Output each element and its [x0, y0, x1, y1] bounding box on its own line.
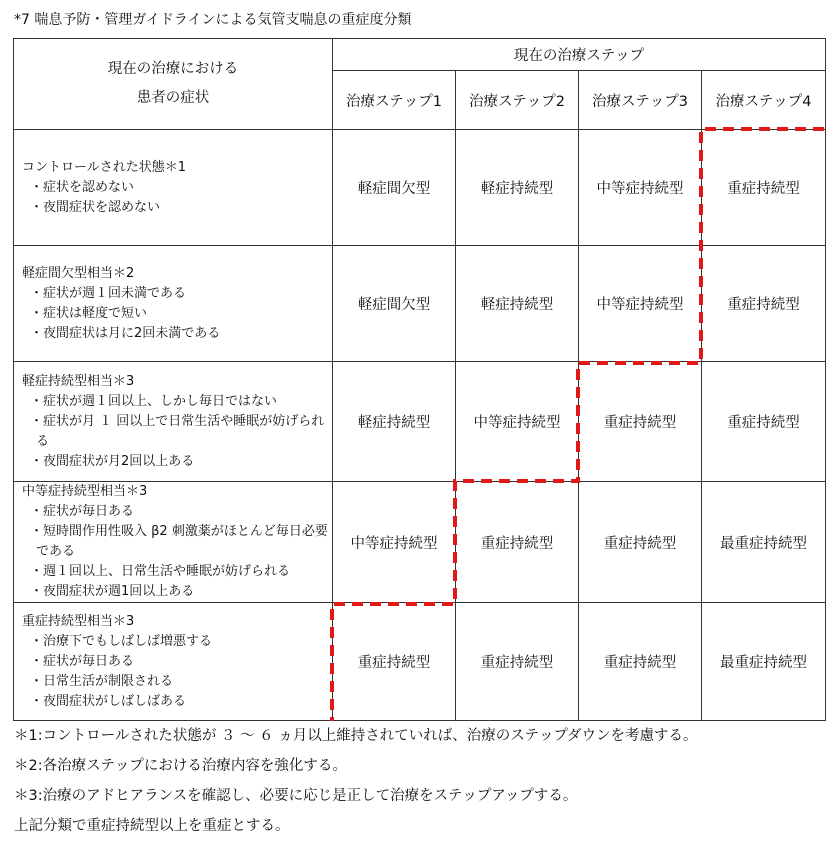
symptom-item: ・治療下でもしばしば増悪する	[30, 633, 213, 649]
symptom-item: ・症状が週１回以上、しかし毎日ではない	[30, 393, 278, 409]
step-header-2: 治療ステップ2	[456, 71, 579, 130]
symptom-cell	[14, 246, 333, 362]
symptom-title: 軽症持続型相当＊3	[22, 373, 135, 389]
symptom-item: ・症状が月 １ 回以上で日常生活や睡眠が妨げられる	[30, 413, 325, 449]
severity-cell: 中等症持続型	[579, 130, 702, 246]
symptom-item: ・症状が毎日ある	[30, 504, 135, 519]
symptom-title: 重症持続型相当＊3	[22, 613, 135, 629]
step-header-1: 治療ステップ1	[333, 71, 456, 130]
severity-cell: 重症持続型	[702, 246, 826, 362]
step-header-4: 治療ステップ4	[702, 71, 826, 130]
symptom-column-header	[14, 39, 333, 130]
table-row	[14, 482, 826, 603]
severity-cell: 中等症持続型	[579, 246, 702, 362]
severity-cell: 重症持続型	[579, 482, 702, 603]
header-row-group	[14, 39, 826, 71]
table-row	[14, 362, 826, 482]
symptom-header-line1: 現在の治療における	[107, 61, 239, 77]
severity-cell: 軽症間欠型	[333, 246, 456, 362]
severity-cell: 重症持続型	[702, 362, 826, 482]
footnote-1: ＊1:コントロールされた状態が ３ ～ ６ ヵ月以上維持されていれば、治療のステップダウンを考慮する。	[14, 728, 698, 744]
symptom-item: ・症状は軽度で短い	[30, 305, 148, 321]
severity-cell: 中等症持続型	[333, 482, 456, 603]
symptom-title: 軽症間欠型相当＊2	[22, 265, 135, 281]
symptom-item: ・夜間症状は月に2回未満である	[30, 325, 221, 341]
symptom-cell	[14, 603, 333, 721]
symptom-cell	[14, 362, 333, 482]
symptom-item: ・夜間症状が月2回以上ある	[30, 453, 195, 469]
severity-cell: 重症持続型	[456, 603, 579, 721]
footnote-2: ＊2:各治療ステップにおける治療内容を強化する。	[14, 758, 347, 774]
severity-cell: 中等症持続型	[456, 362, 579, 482]
table-row	[14, 603, 826, 721]
symptom-cell	[14, 130, 333, 246]
symptom-title: 中等症持続型相当＊3	[22, 484, 148, 499]
symptom-item: ・週１回以上、日常生活や睡眠が妨げられる	[30, 564, 291, 579]
symptom-item: ・症状が週１回未満である	[30, 285, 187, 301]
symptom-title: コントロールされた状態＊1	[22, 159, 187, 175]
step-header-3: 治療ステップ3	[579, 71, 702, 130]
severity-cell: 重症持続型	[456, 482, 579, 603]
severity-cell: 重症持続型	[579, 362, 702, 482]
severity-cell: 重症持続型	[333, 603, 456, 721]
table-row	[14, 130, 826, 246]
symptom-item: ・症状が毎日ある	[30, 653, 135, 669]
severity-cell: 重症持続型	[579, 603, 702, 721]
severity-cell: 軽症持続型	[333, 362, 456, 482]
symptom-item: ・夜間症状がしばしばある	[30, 693, 187, 709]
treatment-step-group-header: 現在の治療ステップ	[333, 39, 826, 71]
severity-cell: 軽症持続型	[456, 246, 579, 362]
table-row	[14, 246, 826, 362]
symptom-header-line2: 患者の症状	[136, 90, 210, 106]
symptom-item: ・短時間作用性吸入 β2 刺激薬がほとんど毎日必要である	[30, 524, 328, 559]
severity-cell: 重症持続型	[702, 130, 826, 246]
document-title: *7 喘息予防・管理ガイドラインによる気管支喘息の重症度分類	[14, 12, 412, 28]
symptom-item: ・夜間症状を認めない	[30, 199, 161, 215]
severity-cell: 軽症間欠型	[333, 130, 456, 246]
severity-classification-table	[13, 38, 826, 721]
severity-cell: 最重症持続型	[702, 603, 826, 721]
symptom-item: ・夜間症状が週1回以上ある	[30, 584, 195, 599]
footnote-summary: 上記分類で重症持続型以上を重症とする。	[14, 818, 290, 834]
severity-cell: 軽症持続型	[456, 130, 579, 246]
footnote-3: ＊3:治療のアドヒアランスを確認し、必要に応じ是正して治療をステップアップする。	[14, 788, 578, 804]
severity-cell: 最重症持続型	[702, 482, 826, 603]
footnotes	[14, 721, 697, 841]
symptom-item: ・症状を認めない	[30, 179, 135, 195]
symptom-item: ・日常生活が制限される	[30, 673, 174, 689]
symptom-cell	[14, 482, 333, 603]
